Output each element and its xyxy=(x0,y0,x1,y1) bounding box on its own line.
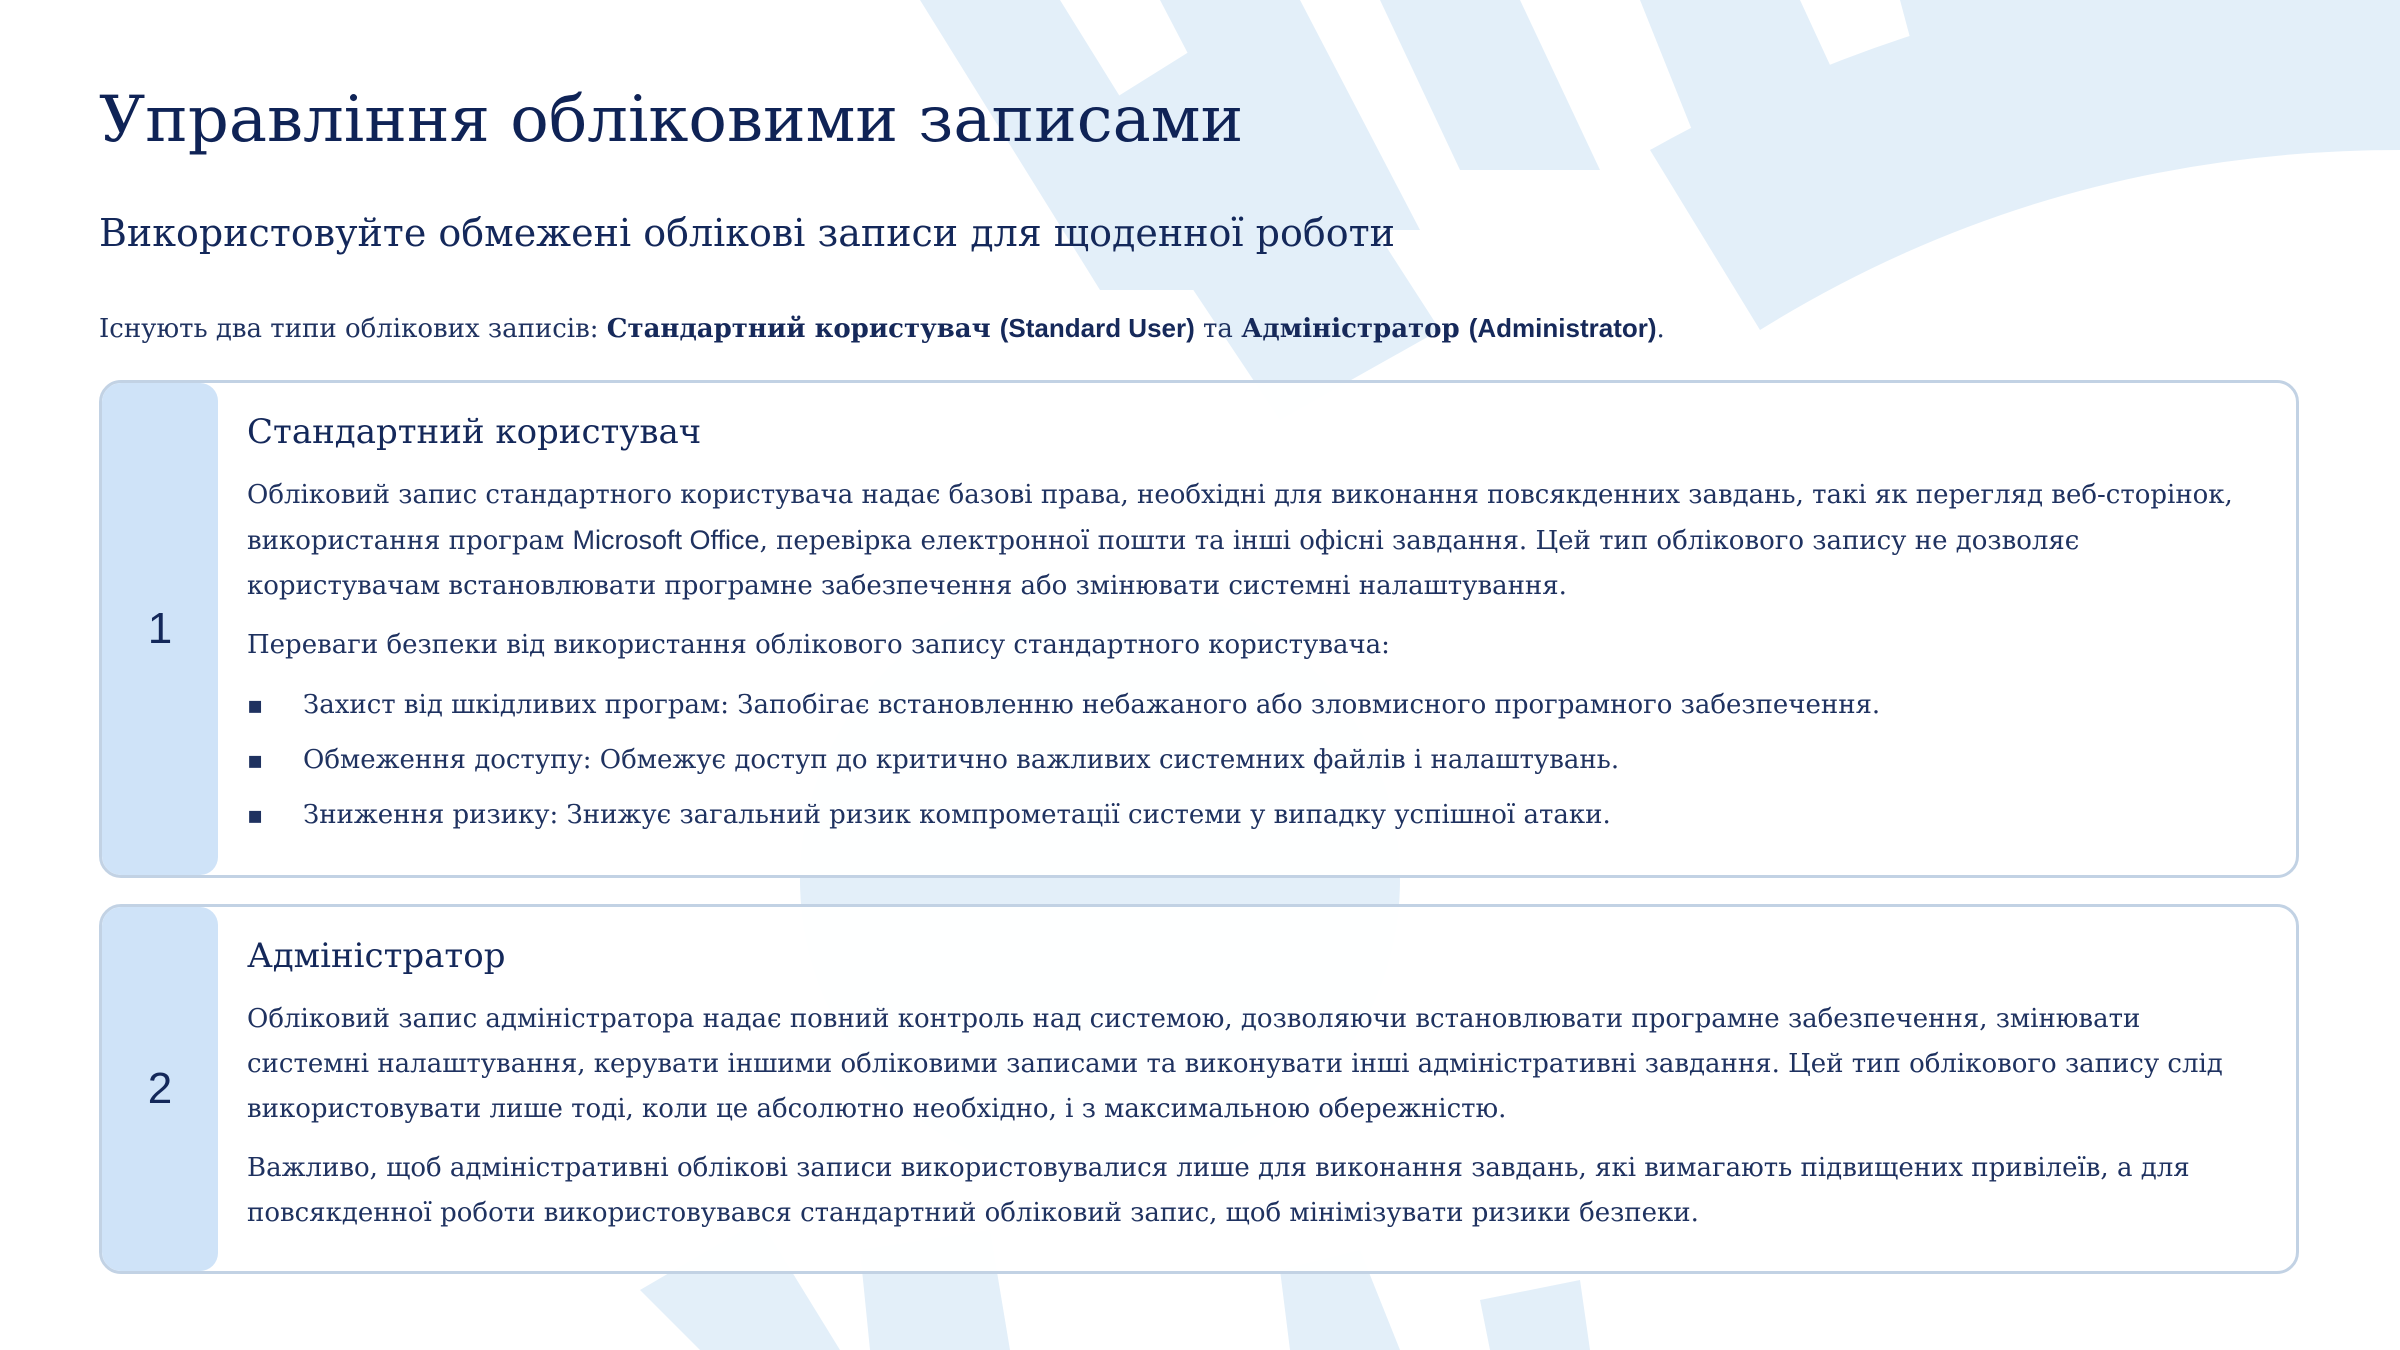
page-subtitle: Використовуйте обмежені облікові записи для щоденної роботи xyxy=(99,211,1395,255)
intro-joiner: та xyxy=(1194,314,1242,344)
intro-type2: Адміністратор (Administrator) xyxy=(1241,313,1657,344)
intro-suffix: . xyxy=(1656,314,1665,344)
card-body xyxy=(247,409,2266,851)
bullet-icon: ▪ xyxy=(247,801,264,829)
brand-microsoft-office: Microsoft Office xyxy=(572,525,760,555)
list-item: ▪ Зниження ризику: Знижує загальний ризик компрометації системи у випадку успішної атаки. xyxy=(247,796,2266,834)
card-number: 2 xyxy=(147,1064,173,1113)
card-description: Обліковий запис стандартного користувача надає базові права, необхідні для виконання повсякденних завдань, такі як перегляд веб-сторінок, використання програм Microsoft Office, перевірка електронної пошти та інші офісні завдання. Цей тип облікового запису не дозволяє користувачам встановлювати програмне забезпечення або змінювати системні налаштування. xyxy=(247,480,2233,601)
card-number-column xyxy=(102,907,218,1271)
card-body xyxy=(247,933,2266,1250)
card-title: Стандартний користувач xyxy=(247,412,702,452)
card-number-column xyxy=(102,383,218,875)
bullet-icon: ▪ xyxy=(247,691,264,719)
intro-prefix: Існують два типи облікових записів: xyxy=(99,314,607,344)
card-benefits-intro: Переваги безпеки від використання облікового запису стандартного користувача: xyxy=(247,630,1390,660)
account-card-administrator xyxy=(99,904,2299,1274)
card-note: Важливо, щоб адміністративні облікові записи використовувалися лише для виконання завдань, які вимагають підвищених привілеїв, а для повсякденної роботи використовувався стандартний обліковий запис, щоб мінімізувати ризики безпеки. xyxy=(247,1153,2190,1228)
list-item: ▪ Захист від шкідливих програм: Запобігає встановленню небажаного або зловмисного програмного забезпечення. xyxy=(247,686,2266,724)
intro-text xyxy=(99,309,1665,348)
card-description: Обліковий запис адміністратора надає повний контроль над системою, дозволяючи встановлювати програмне забезпечення, змінювати системні налаштування, керувати іншими обліковими записами та виконувати інші адміністративні завдання. Цей тип облікового запису слід використовувати лише тоді, коли це абсолютно необхідно, і з максимальною обережністю. xyxy=(247,1004,2223,1124)
card-title: Адміністратор xyxy=(247,936,506,976)
intro-type1: Стандартний користувач (Standard User) xyxy=(606,313,1195,344)
card-number: 1 xyxy=(147,604,173,653)
page-title: Управління обліковими записами xyxy=(99,83,1244,157)
list-item: ▪ Обмеження доступу: Обмежує доступ до критично важливих системних файлів і налаштувань. xyxy=(247,741,2266,779)
account-card-standard-user xyxy=(99,380,2299,878)
bullet-icon: ▪ xyxy=(247,746,264,774)
benefits-list xyxy=(247,686,2266,834)
